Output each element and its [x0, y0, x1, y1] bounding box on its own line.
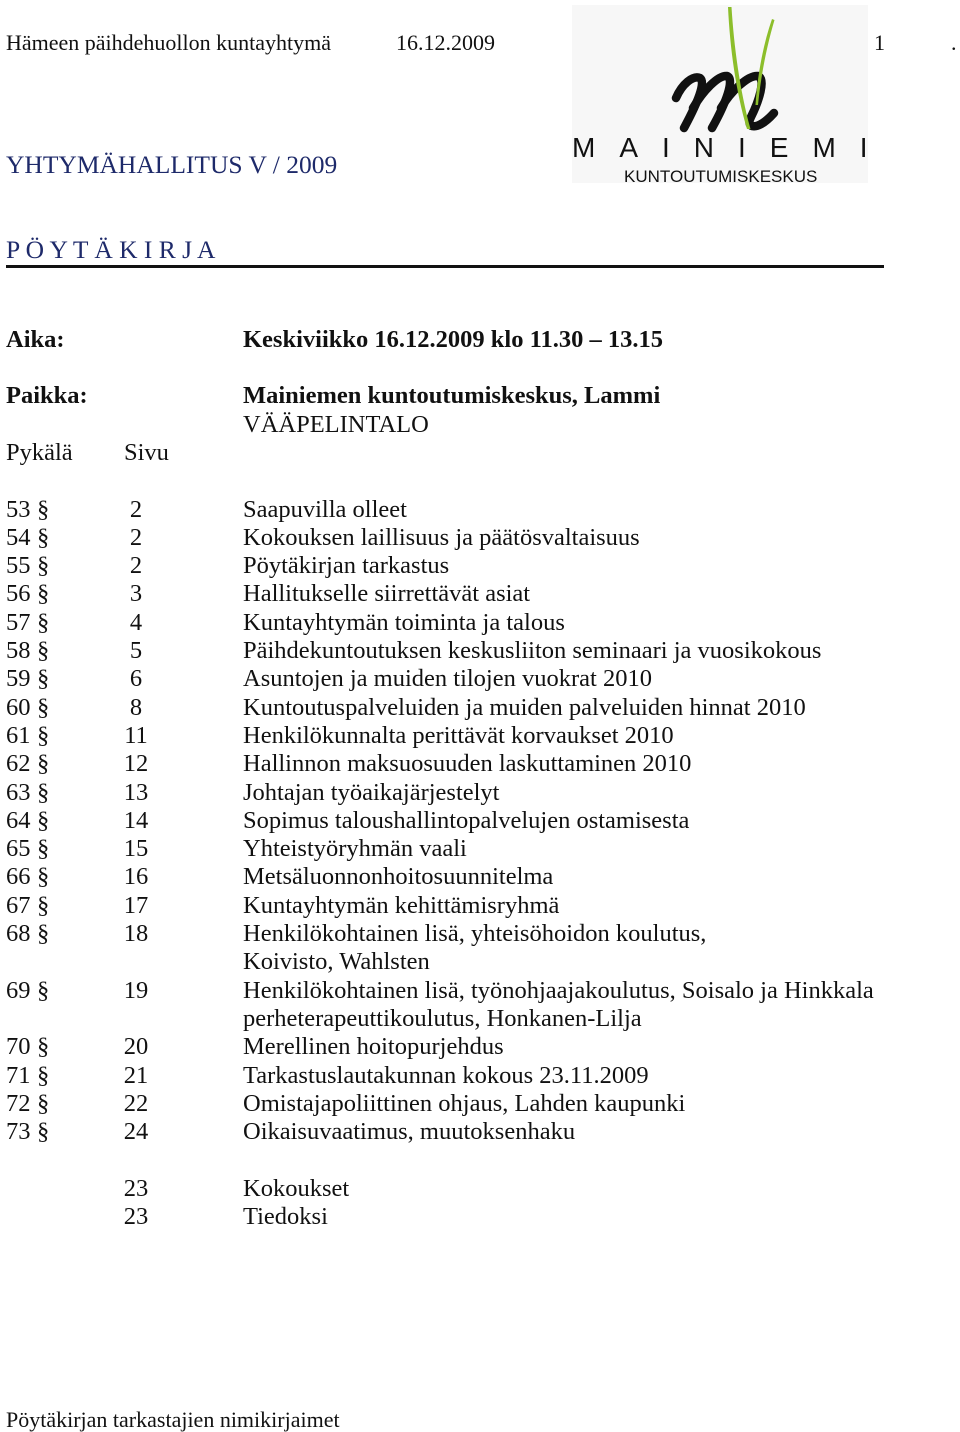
- section-symbol: §: [37, 806, 50, 834]
- place-value: Mainiemen kuntoutumiskeskus, Lammi: [243, 382, 661, 410]
- section-number: 56: [6, 580, 31, 608]
- agenda-row: [6, 1090, 936, 1118]
- agenda-row: [6, 1033, 936, 1061]
- agenda-row: [6, 863, 936, 891]
- agenda-row: [6, 722, 936, 750]
- place-detail: VÄÄPELINTALO: [243, 410, 429, 438]
- agenda-row: [6, 977, 936, 1005]
- page-number: 5: [129, 637, 143, 665]
- agenda-title: Päihdekuntoutuksen keskusliiton seminaari ja vuosikokous: [243, 637, 822, 665]
- header-date: 16.12.2009: [396, 30, 495, 55]
- page-number: 11: [124, 721, 148, 749]
- agenda-row: [6, 750, 936, 778]
- page-number: 8: [129, 693, 143, 721]
- section-symbol: §: [37, 580, 50, 608]
- section-number: 58: [6, 637, 31, 665]
- time-label: Aika:: [6, 325, 65, 353]
- section-symbol: §: [37, 637, 50, 665]
- section-number: 73: [6, 1118, 31, 1146]
- section-symbol: §: [37, 523, 50, 551]
- section-symbol: §: [37, 665, 50, 693]
- section-symbol: §: [37, 750, 50, 778]
- agenda-title: Henkilökunnalta perittävät korvaukset 2010: [243, 721, 674, 749]
- agenda-title: Kuntayhtymän kehittämisryhmä: [243, 891, 560, 919]
- section-symbol: §: [37, 608, 50, 636]
- page-number: 20: [123, 1033, 149, 1061]
- header-page-number: 1: [874, 30, 885, 55]
- agenda-row: [6, 609, 936, 637]
- section-symbol: §: [37, 920, 50, 948]
- section-symbol: §: [37, 1061, 50, 1089]
- agenda-title: Metsäluonnonhoitosuunnitelma: [243, 863, 554, 891]
- agenda-row: [6, 580, 936, 608]
- agenda-title: Henkilökohtainen lisä, yhteisöhoidon koulutus,: [243, 920, 707, 948]
- section-number: 59: [6, 665, 31, 693]
- agenda-row: [6, 496, 936, 524]
- agenda-row: [6, 1118, 936, 1146]
- section-number: 54: [6, 523, 31, 551]
- section-symbol: §: [37, 835, 50, 863]
- agenda-title: Merellinen hoitopurjehdus: [243, 1033, 504, 1061]
- page-number: 23: [123, 1174, 149, 1202]
- agenda-title: Yhteistyöryhmän vaali: [243, 835, 467, 863]
- page-number: 23: [123, 1203, 149, 1230]
- meeting-place-row: [6, 382, 936, 410]
- page-number: 6: [129, 665, 143, 693]
- spacer: [6, 354, 936, 382]
- section-number: 72: [6, 1089, 31, 1117]
- section-number: 71: [6, 1061, 31, 1089]
- section-number: 67: [6, 891, 31, 919]
- agenda-row-continuation: [6, 948, 936, 976]
- minutes-body: [6, 326, 936, 1232]
- agenda-row: [6, 637, 936, 665]
- page-number: 3: [129, 580, 143, 608]
- section-number: 55: [6, 552, 31, 580]
- meeting-time-row: [6, 326, 936, 354]
- agenda-title: Johtajan työaikajärjestelyt: [243, 778, 500, 806]
- other-item-title: Tiedoksi: [243, 1203, 328, 1230]
- page-number: 22: [123, 1089, 149, 1117]
- board-title: YHTYMÄHALLITUS V / 2009: [6, 150, 338, 179]
- agenda-title: Tarkastuslautakunnan kokous 23.11.2009: [243, 1061, 649, 1089]
- meeting-place-detail-row: [6, 411, 936, 439]
- page-number: 18: [123, 920, 149, 948]
- section-number: 69: [6, 976, 31, 1004]
- section-column-header: Pykälä: [6, 438, 73, 466]
- section-symbol: §: [37, 778, 50, 806]
- agenda-title: Asuntojen ja muiden tilojen vuokrat 2010: [243, 665, 652, 693]
- section-number: 65: [6, 835, 31, 863]
- section-symbol: §: [37, 1089, 50, 1117]
- agenda-title: Omistajapoliittinen ohjaus, Lahden kaupunki: [243, 1089, 686, 1117]
- agenda-header-row: [6, 439, 936, 467]
- agenda-row: [6, 835, 936, 863]
- agenda-row: [6, 807, 936, 835]
- agenda-row: [6, 779, 936, 807]
- section-symbol: §: [37, 891, 50, 919]
- agenda-title-continued: Koivisto, Wahlsten: [243, 948, 430, 976]
- page-number: 14: [123, 806, 149, 834]
- page-number: 13: [123, 778, 149, 806]
- agenda-title: Kuntayhtymän toiminta ja talous: [243, 608, 565, 636]
- section-number: 63: [6, 778, 31, 806]
- signature-initials-note: Pöytäkirjan tarkastajien nimikirjaimet: [6, 1407, 340, 1432]
- page-number: 12: [123, 750, 149, 778]
- place-label: Paikka:: [6, 382, 88, 410]
- agenda-title-continued: perheterapeuttikoulutus, Honkanen-Lilja: [243, 1004, 642, 1032]
- title-divider: [6, 265, 884, 268]
- agenda-title: Sopimus taloushallintopalvelujen ostamisesta: [243, 806, 690, 834]
- section-number: 66: [6, 863, 31, 891]
- section-symbol: §: [37, 721, 50, 749]
- page-number: 4: [129, 608, 143, 636]
- agenda-row: [6, 892, 936, 920]
- agenda-title: Kokouksen laillisuus ja päätösvaltaisuus: [243, 523, 640, 551]
- document-type: P Ö Y T Ä K I R J A: [6, 235, 216, 264]
- page-number: 15: [123, 835, 149, 863]
- agenda-row-continuation: [6, 1005, 936, 1033]
- page-number: 19: [123, 976, 149, 1004]
- other-item-row: [6, 1203, 936, 1231]
- section-symbol: §: [37, 495, 50, 523]
- header-end-mark: .: [951, 30, 957, 55]
- section-number: 60: [6, 693, 31, 721]
- agenda-row: [6, 920, 936, 948]
- agenda-row: [6, 694, 936, 722]
- time-value: Keskiviikko 16.12.2009 klo 11.30 – 13.15: [243, 325, 663, 353]
- agenda-title: Kuntoutuspalveluiden ja muiden palveluiden hinnat 2010: [243, 693, 806, 721]
- other-item-title: Kokoukset: [243, 1174, 350, 1202]
- section-symbol: §: [37, 1033, 50, 1061]
- agenda-title: Saapuvilla olleet: [243, 495, 407, 523]
- section-number: 68: [6, 920, 31, 948]
- page-number: 2: [129, 523, 143, 551]
- section-number: 61: [6, 721, 31, 749]
- page-number: 2: [129, 552, 143, 580]
- page-column-header: Sivu: [124, 438, 169, 466]
- agenda-title: Pöytäkirjan tarkastus: [243, 552, 450, 580]
- logo-name: MAINIEMI: [572, 132, 892, 163]
- header-organization: Hämeen päihdehuollon kuntayhtymä: [6, 30, 332, 55]
- section-number: 64: [6, 806, 31, 834]
- agenda-title: Henkilökohtainen lisä, työnohjaajakoulutus, Soisalo ja Hinkkala: [243, 976, 874, 1004]
- page-number: 17: [123, 891, 149, 919]
- section-number: 57: [6, 608, 31, 636]
- spacer: [6, 1146, 936, 1174]
- agenda-title: Hallinnon maksuosuuden laskuttaminen 2010: [243, 750, 692, 778]
- mainiemi-logo: [572, 5, 892, 186]
- spacer: [6, 467, 936, 495]
- section-symbol: §: [37, 863, 50, 891]
- agenda-row: [6, 665, 936, 693]
- section-symbol: §: [37, 693, 50, 721]
- section-symbol: §: [37, 552, 50, 580]
- page-number: 2: [129, 495, 143, 523]
- agenda-row: [6, 524, 936, 552]
- agenda-title: Hallitukselle siirrettävät asiat: [243, 580, 531, 608]
- section-number: 62: [6, 750, 31, 778]
- page-number: 24: [123, 1118, 149, 1146]
- section-number: 53: [6, 495, 31, 523]
- agenda-title: Oikaisuvaatimus, muutoksenhaku: [243, 1118, 576, 1146]
- agenda-row: [6, 552, 936, 580]
- section-symbol: §: [37, 976, 50, 1004]
- agenda-row: [6, 1062, 936, 1090]
- section-symbol: §: [37, 1118, 50, 1146]
- page-number: 21: [123, 1061, 149, 1089]
- logo-subtitle: KUNTOUTUMISKESKUS: [624, 167, 818, 186]
- other-item-row: [6, 1175, 936, 1203]
- section-number: 70: [6, 1033, 31, 1061]
- page-number: 16: [123, 863, 149, 891]
